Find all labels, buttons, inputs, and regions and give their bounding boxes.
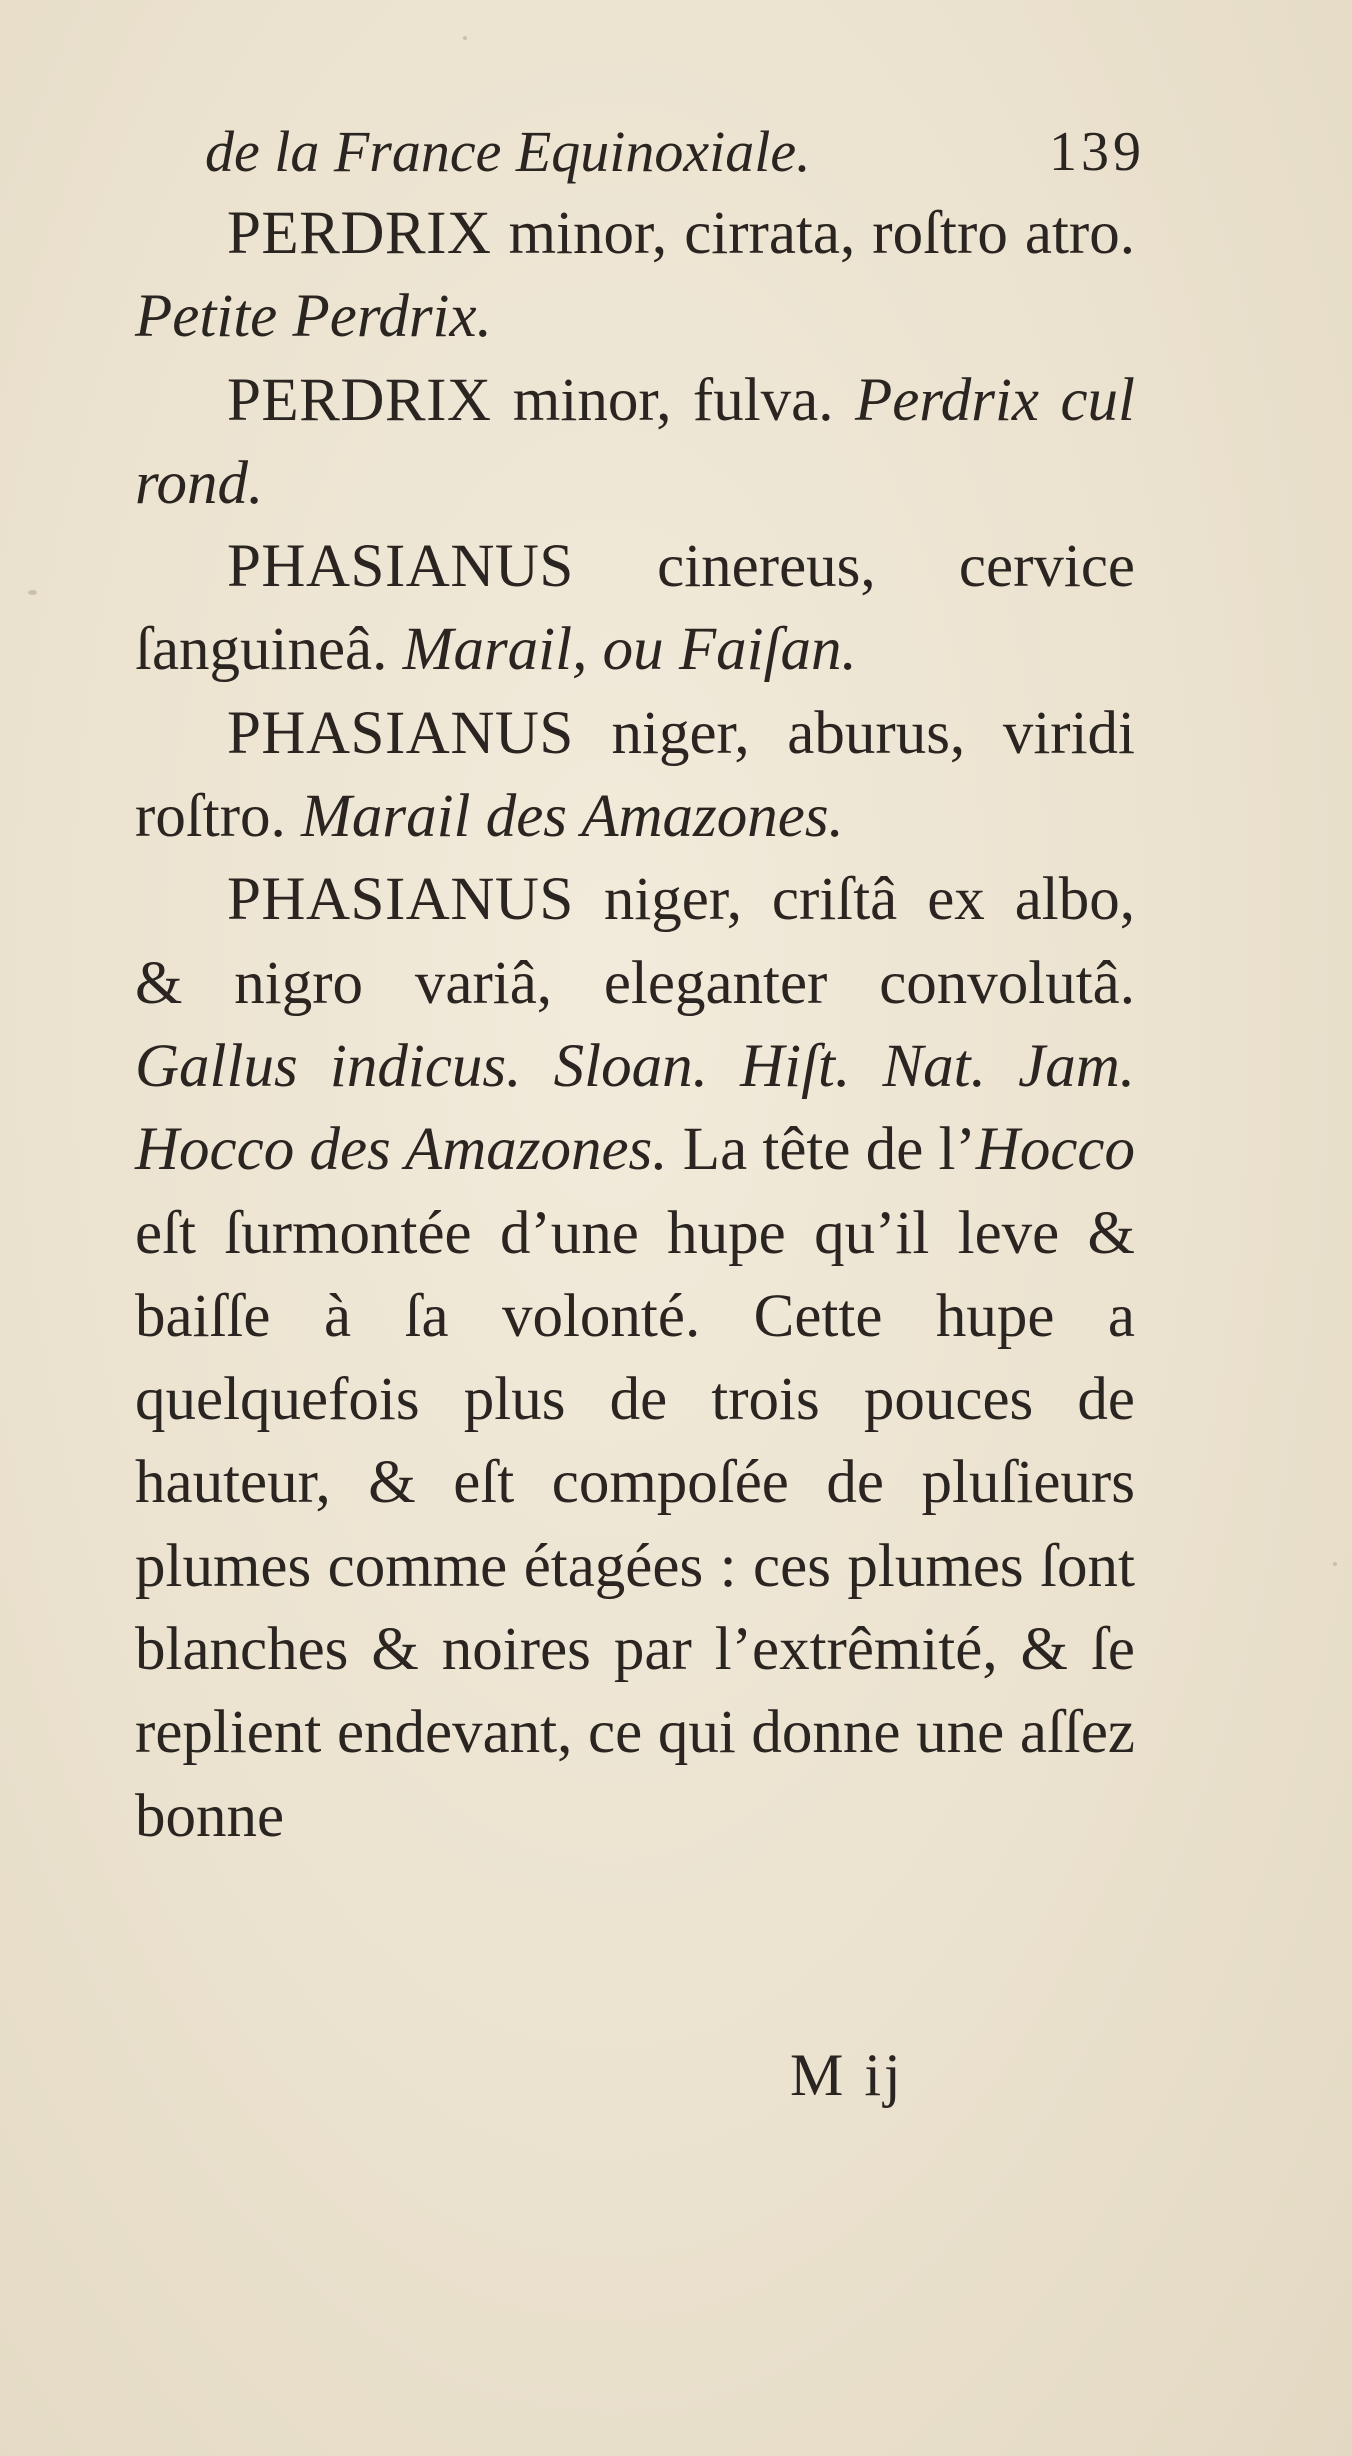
text-run: niger, aburus, viridi roſtro. [135, 699, 1135, 851]
italic-text-run: Marail, ou Faiſan. [402, 616, 857, 684]
italic-text-run: Perdrix cul rond. [135, 366, 1135, 517]
text-run: minor, cirrata, roſtro atro. [491, 200, 1135, 267]
paper-speck [463, 36, 467, 40]
entry-paragraph [135, 192, 1135, 359]
paper-speck [28, 590, 37, 595]
page-header [205, 112, 1145, 192]
entry-heading: PERDRIX [227, 366, 492, 434]
page-number: 139 [1049, 121, 1145, 183]
italic-text-run: Hocco [975, 1116, 1135, 1184]
italic-text-run: Marail des Amazones. [301, 783, 844, 851]
entry-paragraph [135, 858, 1135, 1858]
italic-text-run: Gallus indicus. Sloan. Hiſt. Nat. Jam. Hocco des Amazones. [135, 1032, 1135, 1184]
text-run: cinereus, cervice ſanguineâ. [135, 533, 1135, 684]
text-run: eſt ſurmontée d’une hupe qu’il leve & baiſſe à ſa volonté. Cette hupe a quelquefois plus de trois pouces de hauteur, & eſt compoſée de pluſieurs plumes comme étagées : ces plumes ſont blanches & noires par l’extrêmité, & ſe replient endevant, ce qui donne une aſſez bonne [135, 1199, 1135, 1850]
text-run: La tête de l’ [667, 1116, 976, 1184]
running-title: de la France Equinoxiale. [205, 119, 811, 184]
entry-heading: PHASIANUS [227, 699, 574, 767]
paper-speck [1333, 1562, 1337, 1566]
italic-text-run: Petite Perdrix. [135, 283, 492, 351]
entry-paragraph [135, 692, 1135, 859]
text-run: minor, fulva. [491, 366, 855, 434]
entry-paragraph [135, 525, 1135, 692]
signature-mark: M ij [790, 2042, 904, 2108]
entry-heading: PHASIANUS [227, 533, 574, 601]
text-run: niger, criſtâ ex albo, & nigro variâ, eleganter convolutâ. [135, 866, 1135, 1017]
entry-heading: PERDRIX [227, 200, 492, 267]
entry-heading: PHASIANUS [227, 866, 574, 934]
main-text [135, 192, 1135, 1858]
entry-paragraph [135, 359, 1135, 526]
